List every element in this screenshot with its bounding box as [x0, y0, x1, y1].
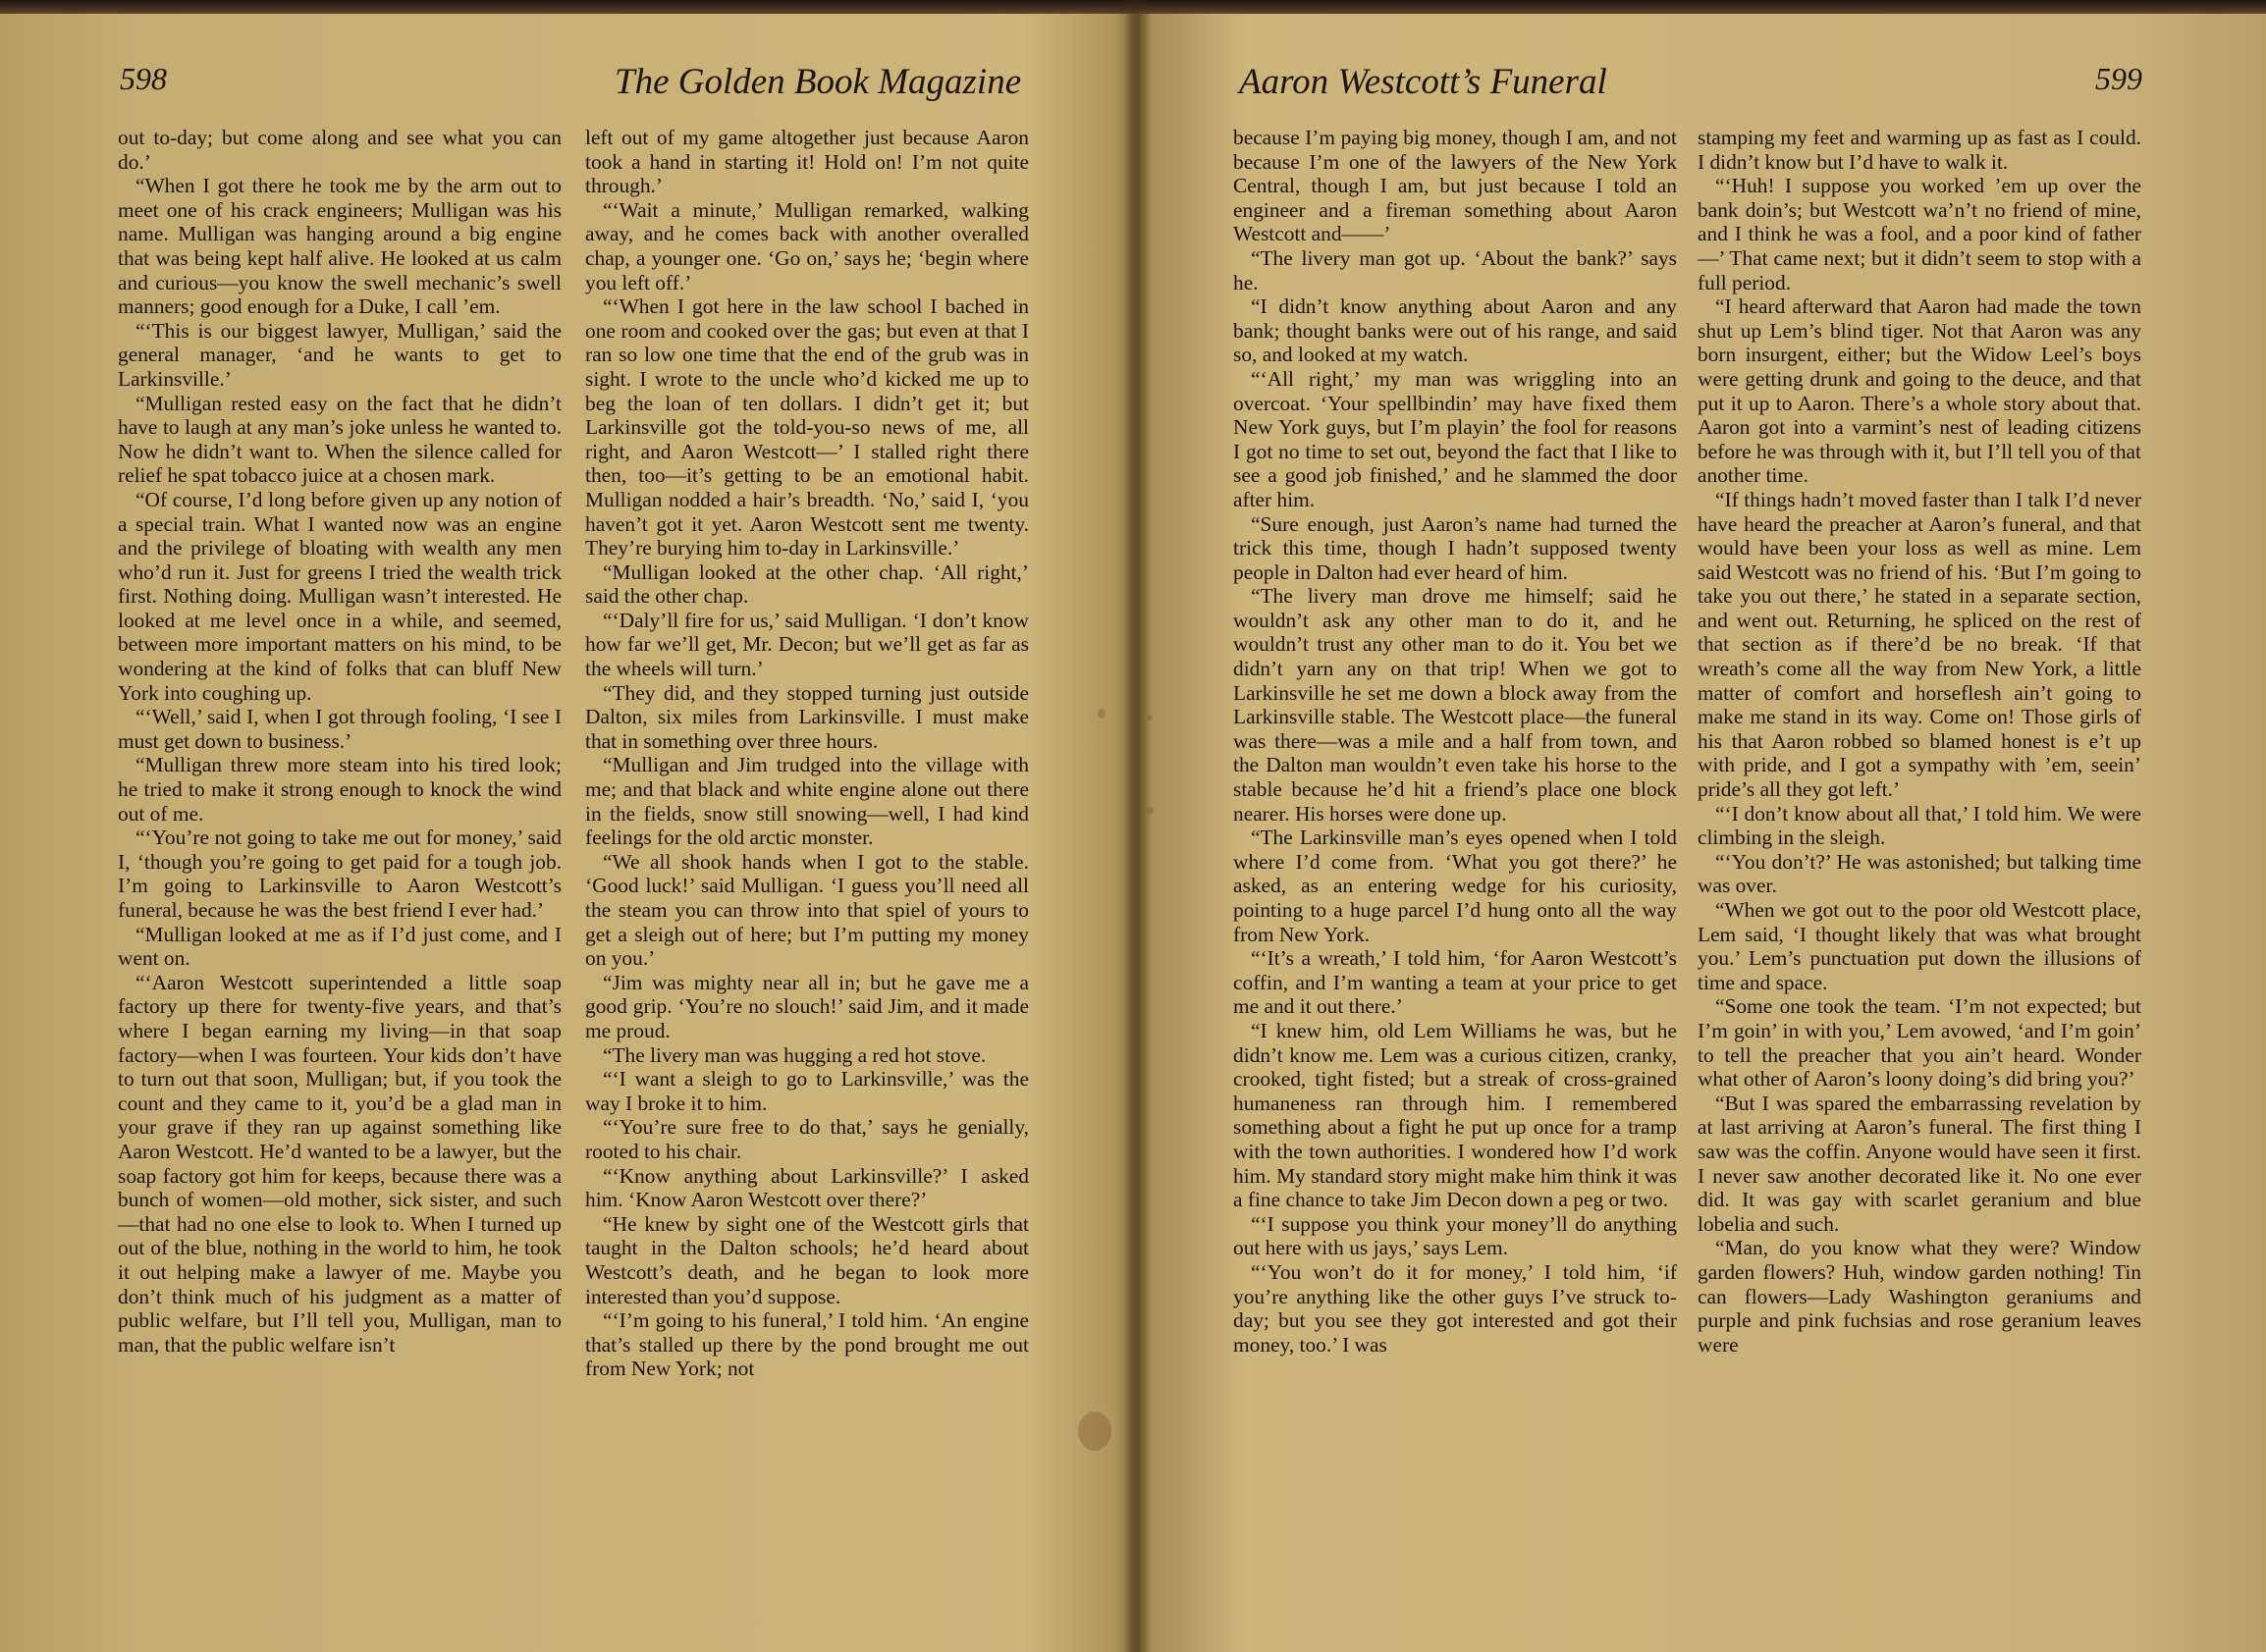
paragraph: “‘This is our biggest lawyer, Mulligan,’ said the general manager, ‘and he wants to get to Larkinsville.’: [118, 318, 562, 391]
paragraph: “‘You’re sure free to do that,’ says he genially, rooted to his chair.: [585, 1115, 1029, 1163]
paragraph: “The livery man drove me himself; said he wouldn’t ask any other man to do it, and he wouldn’t trust any other man to do it. You bet we didn’t yarn any on that trip! When we got to Larkinsville he set me down a block away from the Larkinsville stable. The Westcott place—the funeral was there—was a mile and a half from town, and the Dalton man wouldn’t even take his horse to the stable because he’d hit a friend’s place one block nearer. His horses were done up.: [1233, 584, 1677, 826]
text-column: [118, 126, 562, 1357]
paragraph: “We all shook hands when I got to the stable. ‘Good luck!’ said Mulligan. ‘I guess you’ll need all the steam you can throw into that spiel of yours to get a sleigh out of here; but I’m putting my money on you.’: [585, 849, 1029, 971]
paragraph: “But I was spared the embarrassing revelation by at last arriving at Aaron’s funeral. The first thing I saw was the coffin. Anyone would have seen it first. I never saw another decorated like it. No one ever did. It was gay with scarlet geranium and blue lobelia and such.: [1698, 1091, 2141, 1236]
paragraph: “Sure enough, just Aaron’s name had turned the trick this time, though I hadn’t supposed twenty people in Dalton had ever heard of him.: [1233, 511, 1677, 584]
paragraph: “When I got there he took me by the arm out to meet one of his crack engineers; Mulligan was his name. Mulligan was hanging around a big engine that was being kept half alive. He looked at us calm and curious—you know the swell mechanic’s swell manners; good enough for a Duke, I call ’em.: [118, 174, 562, 319]
paragraph: “‘I’m going to his funeral,’ I told him. ‘An engine that’s stalled up there by the pond brought me out from New York; not: [585, 1308, 1029, 1381]
paragraph: “‘Well,’ said I, when I got through fooling, ‘I see I must get down to business.’: [118, 705, 562, 753]
paragraph: “Mulligan threw more steam into his tired look; he tried to make it strong enough to knock the wind out of me.: [118, 753, 562, 826]
paragraph: “‘Daly’ll fire for us,’ said Mulligan. ‘I don’t know how far we’ll get, Mr. Decon; but we’ll get as far as the wheels will turn.’: [585, 608, 1029, 681]
paragraph: “The livery man got up. ‘About the bank?’ says he.: [1233, 245, 1677, 294]
paragraph: “‘All right,’ my man was wriggling into an overcoat. ‘Your spellbindin’ may have fixed them New York guys, but I’m playin’ the fool for reasons I got no time to set out, beyond the fact that I like to see a good job finished,’ and he slammed the door after him.: [1233, 366, 1677, 511]
paragraph: “Of course, I’d long before given up any notion of a special train. What I wanted now was an engine and the privilege of bloating with wealth any men who’d run it. Just for greens I tried the wealth trick first. Nothing doing. Mulligan wasn’t interested. He looked at me level once in a while, and seemed, between more important matters on his mind, to be wondering at the kind of folks that can bluff New York into coughing up.: [118, 487, 562, 705]
paragraph: “Man, do you know what they were? Window garden flowers? Huh, window garden nothing! Tin can flowers—Lady Washington geraniums and purple and pink fuchsias and rose geranium leaves were: [1698, 1236, 2141, 1357]
paragraph: “‘It’s a wreath,’ I told him, ‘for Aaron Westcott’s coffin, and I’m wanting a team at your price to get me and it out there.’: [1233, 946, 1677, 1019]
running-title: The Golden Book Magazine: [615, 62, 1022, 102]
paragraph: stamping my feet and warming up as fast as I could. I didn’t know but I’d have to walk it.: [1698, 126, 2141, 174]
paragraph: “I didn’t know anything about Aaron and any bank; thought banks were out of his range, and said so, and looked at my watch.: [1233, 294, 1677, 367]
paragraph: “Mulligan and Jim trudged into the village with me; and that black and white engine alone out there in the fields, snow still snowing—well, I had kind feelings for the old arctic monster.: [585, 753, 1029, 850]
paragraph: “‘You won’t do it for money,’ I told him, ‘if you’re anything like the other guys I’ve struck to-day; but you see they got interested and got their money, too.’ I was: [1233, 1259, 1677, 1357]
text-column: [1698, 126, 2141, 1357]
paragraph: out to-day; but come along and see what you can do.’: [118, 126, 562, 174]
text-column: [1233, 126, 1677, 1357]
paragraph: “Mulligan looked at the other chap. ‘All right,’ said the other chap.: [585, 560, 1029, 609]
paragraph: “Mulligan rested easy on the fact that he didn’t have to laugh at any man’s joke unless he wanted to. Now he didn’t want to. When the silence called for relief he spat tobacco juice at a chosen mark.: [118, 391, 562, 488]
paragraph: because I’m paying big money, though I am, and not because I’m one of the lawyers of the New York Central, though I am, but just because I told an engineer and a fireman something about Aaron Westcott and——’: [1233, 126, 1677, 246]
left-page: [0, 0, 1129, 1652]
paragraph: “‘Huh! I suppose you worked ’em up over the bank doin’s; but Westcott wa’n’t no friend of mine, and I think he was a fool, and a poor kind of father—’ That came next; but it didn’t seem to stop with a full period.: [1698, 174, 2141, 294]
paragraph: “‘You’re not going to take me out for money,’ said I, ‘though you’re going to get paid for a tough job. I’m going to Larkinsville to Aaron Westcott’s funeral, because he was the best friend I ever had.’: [118, 826, 562, 922]
paragraph: “‘Wait a minute,’ Mulligan remarked, walking away, and he comes back with another overalled chap, a younger one. ‘Go on,’ says he; ‘begin where you left off.’: [585, 197, 1029, 294]
paragraph: “I heard afterward that Aaron had made the town shut up Lem’s blind tiger. Not that Aaron was any born insurgent, either; but the Widow Leel’s boys were getting drunk and going to the deuce, and that put it up to Aaron. There’s a whole story about that. Aaron got into a varmint’s nest of leading citizens before he was through with it, but I’ll tell you of that another time.: [1698, 294, 2141, 488]
paragraph: left out of my game altogether just because Aaron took a hand in starting it! Hold on! I’m not quite through.’: [585, 126, 1029, 198]
paragraph: “‘Aaron Westcott superintended a little soap factory up there for twenty-five years, and that’s where I began earning my living—in that soap factory—when I was fourteen. Your kids don’t have to turn out that soon, Mulligan; but, if you took the count and they came to it, you’d be a glad man in your grave if they ran up against something like Aaron Westcott. He’d wanted to be a lawyer, but the soap factory got him for keeps, because there was a bunch of women—old mother, sick sister, and such—that had no one else to look to. When I turned up out of the blue, nothing in the world to him, he took it out helping make a lawyer of me. Maybe you don’t think much of his judgment as a matter of public welfare, but I’ll tell you, Mulligan, man to man, that the public welfare isn’t: [118, 970, 562, 1357]
paragraph: “‘When I got here in the law school I bached in one room and cooked over the gas; but even at that I ran so low one time that the end of the grub was in sight. I wrote to the uncle who’d kicked me up to beg the loan of ten dollars. I didn’t get it; but Larkinsville got the told-you-so news of me, all right, and Aaron Westcott—’ I stalled right there then, too—it’s getting to be an emotional habit. Mulligan nodded a hair’s breadth. ‘No,’ said I, ‘you haven’t got it yet. Aaron Westcott sent me twenty. They’re burying him to-day in Larkinsville.’: [585, 294, 1029, 560]
paragraph: “I knew him, old Lem Williams he was, but he didn’t know me. Lem was a curious citizen, cranky, crooked, tight fisted; but a streak of cross-grained humaneness ran through him. I remembered something about a fight he put up once for a tramp with the town authorities. I wondered how I’d work him. My standard story might make him think it was a fine chance to take Jim Decon down a peg or two.: [1233, 1018, 1677, 1212]
paragraph: “Some one took the team. ‘I’m not expected; but I’m goin’ in with you,’ Lem avowed, ‘and I’m goin’ to tell the preacher that you ain’t heard. Wonder what other of Aaron’s loony doing’s did bring you?’: [1698, 994, 2141, 1092]
paragraph: “They did, and they stopped turning just outside Dalton, six miles from Larkinsville. I must make that in something over three hours.: [585, 680, 1029, 753]
paragraph: “‘I suppose you think your money’ll do anything out here with us jays,’ says Lem.: [1233, 1211, 1677, 1260]
paragraph: “When we got out to the poor old Westcott place, Lem said, ‘I thought likely that was what brought you.’ Lem’s punctuation put down the illusions of time and space.: [1698, 898, 2141, 994]
paragraph: “Mulligan looked at me as if I’d just come, and I went on.: [118, 922, 562, 971]
page-number: 599: [2095, 61, 2142, 96]
running-title: Aaron Westcott’s Funeral: [1239, 62, 1607, 102]
paragraph: “‘I want a sleigh to go to Larkinsville,’ was the way I broke it to him.: [585, 1067, 1029, 1115]
paragraph: “‘I don’t know about all that,’ I told him. We were climbing in the sleigh.: [1698, 801, 2141, 850]
paragraph: “If things hadn’t moved faster than I talk I’d never have heard the preacher at Aaron’s funeral, and that would have been your loss as well as mine. Lem said Westcott was no friend of his. ‘But I’m going to take you out there,’ he stated in a separate section, and went out. Returning, he spliced on the rest of that section as if there’d be no break. ‘If that wreath’s come all the way from New York, a little matter of comfort and horseflesh ain’t going to make me stand in its way. Come on! Those girls of his that Aaron robbed so blamed honest is e’t up with pride, and I got a sympathy with ’em, seein’ pride’s all they got left.’: [1698, 487, 2141, 802]
right-page: [1137, 0, 2266, 1652]
page-number: 598: [120, 61, 167, 96]
text-column: [585, 126, 1029, 1381]
paragraph: “The Larkinsville man’s eyes opened when I told where I’d come from. ‘What you got there?’ he asked, as an entering wedge for his curiosity, pointing to a huge parcel I’d hung onto all the way from New York.: [1233, 826, 1677, 946]
paragraph: “‘You don’t?’ He was astonished; but talking time was over.: [1698, 849, 2141, 898]
paragraph: “The livery man was hugging a red hot stove.: [603, 1042, 987, 1067]
paragraph: “‘Know anything about Larkinsville?’ I asked him. ‘Know Aaron Westcott over there?’: [585, 1163, 1029, 1212]
paragraph: “He knew by sight one of the Westcott girls that taught in the Dalton schools; he’d heard about Westcott’s death, and he began to look more interested than you’d suppose.: [585, 1211, 1029, 1308]
paragraph: “Jim was mighty near all in; but he gave me a good grip. ‘You’re no slouch!’ said Jim, and it made me proud.: [585, 970, 1029, 1042]
